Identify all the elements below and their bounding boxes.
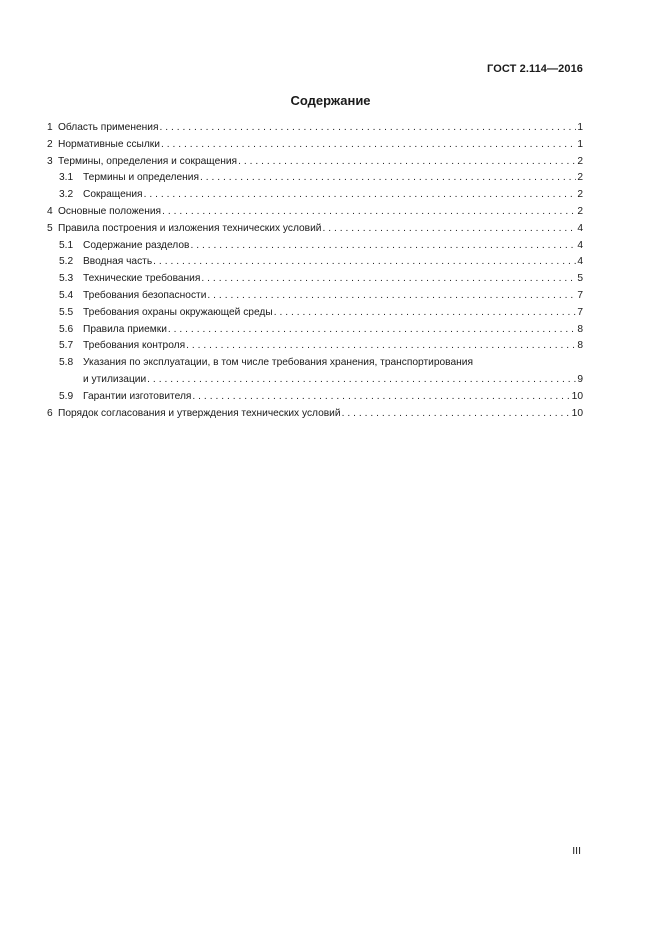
toc-number: 3 bbox=[47, 155, 53, 167]
toc-leader bbox=[207, 288, 576, 305]
toc-page: 2 bbox=[577, 155, 583, 167]
toc-page: 10 bbox=[571, 407, 583, 419]
toc-page: 4 bbox=[577, 256, 583, 268]
toc-entry-5-8-line-1[interactable] bbox=[47, 355, 583, 372]
toc-label: Правила построения и изложения технических условий bbox=[58, 222, 322, 234]
toc-page: 7 bbox=[577, 306, 583, 318]
toc-leader bbox=[342, 406, 571, 423]
toc-number: 4 bbox=[47, 205, 53, 217]
toc-entry-5-9[interactable] bbox=[47, 389, 583, 406]
toc-entry-5-5[interactable] bbox=[47, 305, 583, 322]
toc-page: 4 bbox=[577, 222, 583, 234]
toc-page: 2 bbox=[577, 172, 583, 184]
toc-number: 6 bbox=[47, 407, 53, 419]
toc-page: 1 bbox=[577, 122, 583, 133]
toc-page: 8 bbox=[577, 340, 583, 352]
toc-leader bbox=[147, 372, 576, 389]
toc-page: 2 bbox=[577, 205, 583, 217]
page-number: III bbox=[572, 845, 581, 857]
page-title: Содержание bbox=[290, 93, 371, 108]
toc-leader bbox=[238, 154, 576, 171]
toc-number: 3.1 bbox=[59, 172, 74, 184]
toc-number: 5.9 bbox=[59, 390, 74, 402]
toc-entry-3[interactable] bbox=[47, 154, 583, 171]
toc-number: 2 bbox=[47, 138, 53, 150]
document-code: ГОСТ 2.114—2016 bbox=[487, 63, 583, 75]
toc-entry-5-7[interactable] bbox=[47, 338, 583, 355]
toc-entry-5-6[interactable] bbox=[47, 322, 583, 339]
toc-entry-5-8-line-2[interactable] bbox=[47, 372, 583, 389]
toc-number: 5.4 bbox=[59, 289, 74, 301]
table-of-contents bbox=[47, 120, 583, 422]
toc-leader bbox=[200, 170, 576, 187]
toc-entry-5[interactable] bbox=[47, 221, 583, 238]
toc-page: 4 bbox=[577, 239, 583, 251]
toc-leader bbox=[161, 137, 576, 154]
toc-label: Вводная часть bbox=[83, 256, 153, 268]
toc-number: 1 bbox=[47, 122, 53, 133]
toc-label-continuation: и утилизации bbox=[83, 373, 147, 385]
toc-leader bbox=[201, 271, 576, 288]
toc-page: 1 bbox=[577, 138, 583, 150]
toc-leader bbox=[144, 187, 577, 204]
toc-label: Порядок согласования и утверждения технических условий bbox=[58, 407, 341, 419]
toc-number: 5.5 bbox=[59, 306, 74, 318]
toc-page: 8 bbox=[577, 323, 583, 335]
toc-leader bbox=[186, 338, 576, 355]
toc-entry-5-2[interactable] bbox=[47, 254, 583, 271]
toc-entry-2[interactable] bbox=[47, 137, 583, 154]
toc-number: 5.8 bbox=[59, 357, 74, 369]
toc-label: Содержание разделов bbox=[83, 239, 190, 251]
toc-entry-1[interactable] bbox=[47, 120, 583, 137]
toc-page: 7 bbox=[577, 289, 583, 301]
toc-entry-3-2[interactable] bbox=[47, 187, 583, 204]
toc-label: Технические требования bbox=[83, 273, 201, 285]
toc-entry-5-3[interactable] bbox=[47, 271, 583, 288]
toc-label: Указания по эксплуатации, в том числе требования хранения, транспортирования bbox=[83, 357, 473, 369]
toc-label: Требования безопасности bbox=[83, 289, 207, 301]
toc-leader bbox=[159, 120, 576, 137]
toc-leader bbox=[153, 254, 576, 271]
toc-entry-4[interactable] bbox=[47, 204, 583, 221]
toc-label: Термины, определения и сокращения bbox=[58, 155, 238, 167]
toc-number: 5 bbox=[47, 222, 53, 234]
toc-leader bbox=[168, 322, 576, 339]
toc-number: 5.6 bbox=[59, 323, 74, 335]
toc-label: Требования контроля bbox=[83, 340, 186, 352]
toc-label: Нормативные ссылки bbox=[58, 138, 160, 150]
toc-label: Основные положения bbox=[58, 205, 162, 217]
toc-leader bbox=[190, 238, 576, 255]
toc-entry-3-1[interactable] bbox=[47, 170, 583, 187]
toc-page: 2 bbox=[577, 189, 583, 201]
toc-number: 5.7 bbox=[59, 340, 74, 352]
toc-label: Правила приемки bbox=[83, 323, 167, 335]
toc-number: 5.3 bbox=[59, 273, 74, 285]
toc-label: Область применения bbox=[58, 122, 159, 133]
toc-page: 9 bbox=[577, 373, 583, 385]
toc-number: 3.2 bbox=[59, 189, 74, 201]
toc-leader bbox=[192, 389, 570, 406]
toc-label: Гарантии изготовителя bbox=[83, 390, 192, 402]
toc-entry-6[interactable] bbox=[47, 406, 583, 423]
toc-leader bbox=[322, 221, 576, 238]
toc-entry-5-1[interactable] bbox=[47, 238, 583, 255]
toc-number: 5.1 bbox=[59, 239, 74, 251]
toc-label: Термины и определения bbox=[83, 172, 199, 184]
toc-entry-5-4[interactable] bbox=[47, 288, 583, 305]
toc-label: Требования охраны окружающей среды bbox=[83, 306, 273, 318]
toc-leader bbox=[274, 305, 577, 322]
toc-page: 10 bbox=[571, 390, 583, 402]
toc-leader bbox=[162, 204, 576, 221]
toc-number: 5.2 bbox=[59, 256, 74, 268]
toc-label: Сокращения bbox=[83, 189, 143, 201]
toc-page: 5 bbox=[577, 273, 583, 285]
